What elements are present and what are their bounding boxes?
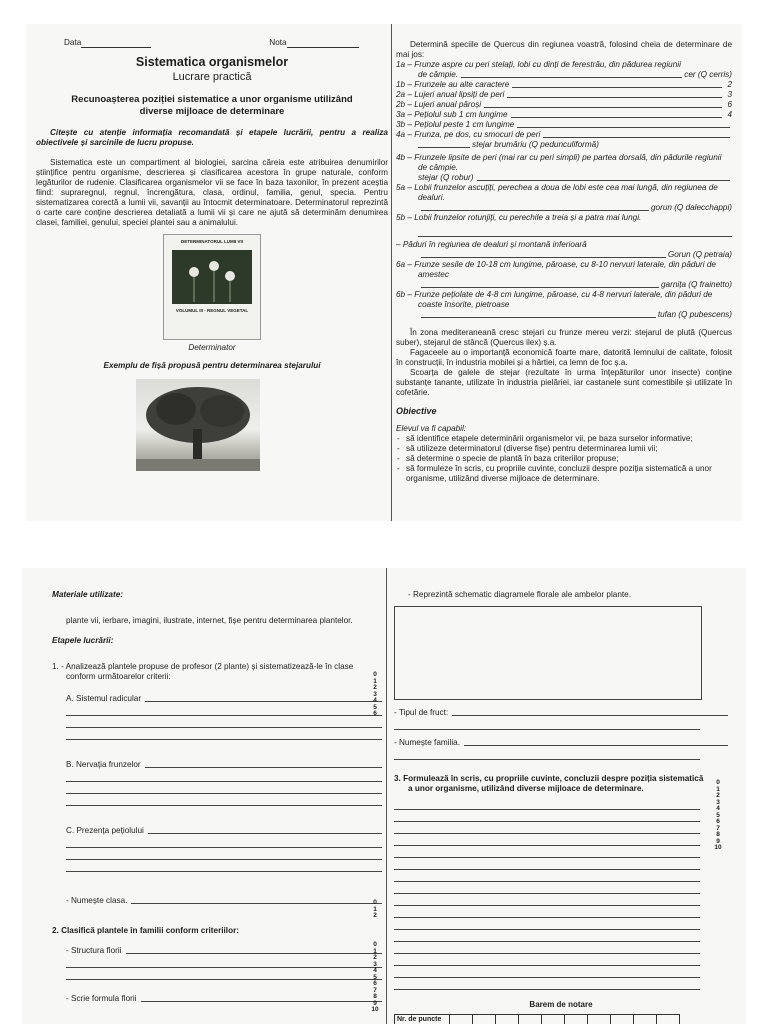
- objective-item: - să determine o specie de plantă în baza criteriilor propuse;: [406, 454, 732, 464]
- page-subtitle: Lucrare practică: [172, 71, 252, 83]
- score-scale-class: [371, 900, 379, 920]
- flower-structure-field[interactable]: [126, 953, 382, 954]
- score-value: 8: [716, 831, 720, 838]
- key-4b-end: stejar (Q robur): [418, 173, 474, 182]
- key-5a-end-row: [396, 203, 732, 213]
- materials-title: Materiale utilizate:: [52, 590, 123, 599]
- score-value: 0: [373, 671, 377, 678]
- score-value: 2: [373, 912, 377, 919]
- family-label: - Numește familia.: [394, 738, 460, 747]
- score-value: 4: [373, 967, 377, 974]
- answer-line[interactable]: [66, 956, 382, 968]
- score-value: 6: [373, 710, 377, 717]
- key-3a: 3a – Pețiolul sub 1 cm lungime: [396, 110, 508, 119]
- answer-line[interactable]: [394, 870, 700, 882]
- key-1a: 1a – Frunze aspre cu peri stelați, lobi cu dinți de ferestrău, din pădurea regiunii: [396, 60, 681, 69]
- family-row: [394, 738, 728, 748]
- score-value: 1: [716, 785, 720, 793]
- key-padure-end-line: [421, 257, 666, 258]
- mediterranean-paragraph: În zona mediteraneană cresc stejari cu frunze mereu verzi: stejarul de plută (Quercus suber), stejarul de stâncă (Quercus ilex) ș.a.: [396, 328, 732, 347]
- grading-table-row: [395, 1015, 680, 1024]
- nota-label: Nota: [269, 38, 287, 47]
- worksheet-page-1: [26, 24, 742, 521]
- answer-line[interactable]: [394, 718, 700, 730]
- score-value: 7: [716, 824, 720, 832]
- class-row: [66, 896, 382, 906]
- score-value: 0: [373, 941, 377, 948]
- key-6a-end-row: [396, 280, 732, 290]
- floral-diagram-box[interactable]: [394, 606, 702, 700]
- answer-line[interactable]: [394, 966, 700, 978]
- task-3: 3. Formulează în scris, cu propriile cuvinte, concluzii despre poziția sistematică a unor organisme, utilizând diverse mijloace de determinare.: [394, 774, 704, 793]
- materials-text: plante vii, ierbare, imagini, ilustrate, internet, fișe pentru determinarea plantelor.: [66, 616, 353, 625]
- score-value: 1: [373, 905, 377, 913]
- nota-field[interactable]: [287, 38, 359, 48]
- grading-cell[interactable]: [565, 1015, 588, 1024]
- fruit-type-row: [394, 708, 728, 718]
- answer-line[interactable]: [394, 798, 700, 810]
- answer-line[interactable]: [66, 704, 382, 716]
- key-5a: 5a – Lobii frunzelor ascuțiți, perechea a doua de lobi este cea mai lungă, din regiunea de dealuri.: [396, 183, 718, 202]
- key-1b-line: [512, 87, 722, 88]
- score-value: 10: [714, 844, 722, 851]
- task-1: 1. - Analizează plantele propuse de profesor (2 plante) și sistematizează-le în clase conform următoarelor criterii:: [52, 662, 354, 681]
- family-field[interactable]: [464, 745, 728, 746]
- page1-left-column: [36, 24, 388, 521]
- key-2b-line: [484, 107, 722, 108]
- key-2a: 2a – Lujeri anual lipsiți de peri: [396, 90, 505, 99]
- answer-line[interactable]: [66, 968, 382, 980]
- section-heading: Recunoașterea poziției sistematice a unor organisme utilizând diverse mijloace de determinare: [71, 94, 353, 117]
- answer-line[interactable]: [66, 794, 382, 806]
- key-1a-line: [461, 77, 682, 78]
- objectives-list: [396, 434, 732, 484]
- key-5b-line: [418, 225, 732, 237]
- score-value: 0: [716, 779, 720, 786]
- header-row: [36, 38, 388, 48]
- key-4a-end-row: [396, 140, 732, 150]
- answer-line[interactable]: [394, 978, 700, 990]
- score-value: 6: [373, 980, 377, 987]
- objectives-intro: Elevul va fi capabil:: [396, 424, 467, 433]
- page-fold: [391, 24, 392, 521]
- key-3a-row: [396, 110, 732, 120]
- grading-cell[interactable]: [588, 1015, 611, 1024]
- score-value: 9: [373, 999, 377, 1007]
- page2-left-column: [52, 568, 382, 1024]
- key-2a-row: [396, 90, 732, 100]
- grading-cell[interactable]: [450, 1015, 473, 1024]
- key-4a-row: [396, 130, 732, 140]
- answer-line[interactable]: [394, 918, 700, 930]
- root-system-row: [66, 690, 382, 704]
- score-value: 8: [373, 993, 377, 1000]
- score-value: 2: [716, 792, 720, 799]
- root-system-label: A. Sistemul radicular: [66, 694, 142, 703]
- key-2a-line: [507, 97, 722, 98]
- score-scale-task2: [371, 942, 379, 1014]
- score-value: 10: [371, 1006, 379, 1013]
- page-fold: [386, 568, 387, 1024]
- key-6b-end: tufan (Q pubescens): [657, 310, 732, 319]
- score-value: 4: [373, 697, 377, 704]
- class-label: - Numește clasa.: [66, 896, 128, 905]
- score-value: 1: [373, 677, 377, 685]
- oak-tree-illustration: [136, 379, 260, 471]
- key-5b: 5b – Lobii frunzelor rotunjiți, cu perechile a treia și a patra mai lungi.: [396, 213, 642, 222]
- score-value: 6: [716, 818, 720, 825]
- economic-paragraph: Fagaceele au o importanță economică foarte mare, datorită lemnului de calitate, folosit în construcții, în industria mobilei și a hârtiei, ca lemn de foc ș.a.: [396, 348, 732, 367]
- class-field[interactable]: [131, 903, 382, 904]
- key-3a-line: [511, 117, 722, 118]
- answer-line[interactable]: [66, 782, 382, 794]
- grading-cell[interactable]: [496, 1015, 519, 1024]
- book-cover-image: [172, 250, 252, 304]
- grading-row-label: Nr. de puncte: [395, 1015, 450, 1024]
- score-value: 3: [373, 960, 377, 968]
- answer-line[interactable]: [394, 858, 700, 870]
- score-value: 4: [716, 805, 720, 812]
- answer-line[interactable]: [394, 846, 700, 858]
- key-4b-end-row: [396, 173, 732, 183]
- key-3b-row: [396, 120, 732, 130]
- book-volume: VOLUMUL III - REGNUL VEGETAL: [175, 308, 249, 313]
- key-6a-end: garnița (Q frainetto): [661, 280, 732, 289]
- diagram-instruction: - Reprezintă schematic diagramele florale ale ambelor plante.: [408, 590, 631, 599]
- tannin-paragraph: Scoarța de galele de stejar (rezultate în urma înțepăturilor unor insecte) conține substanțe tanante, utilizate în industria pielăriei, iar castanele sunt comestibile și utilizate în cofetărie.: [396, 368, 732, 397]
- steps-title: Etapele lucrării:: [52, 636, 114, 645]
- score-value: 2: [373, 684, 377, 691]
- key-5a-end: gorun (Q dalecchappi): [650, 203, 732, 212]
- key-6b: 6b – Frunze pețiolate de 4-8 cm lungime, păroase, cu 4-8 nervuri laterale, din păduri de coaste însorite, pietroase: [396, 290, 713, 309]
- answer-line[interactable]: [394, 834, 700, 846]
- key-padure-end: Gorun (Q petraia): [667, 250, 732, 259]
- petiole-field[interactable]: [148, 833, 382, 834]
- key-4b: 4b – Frunzele lipsite de peri (mai rar cu peri simpli) pe partea dorsală, din pădurile regiunii de câmpie.: [396, 153, 722, 172]
- answer-line[interactable]: [66, 728, 382, 740]
- flower-formula-field[interactable]: [141, 1001, 382, 1002]
- example-caption: Exemplu de fișă propusă pentru determinarea stejarului: [103, 361, 321, 370]
- key-5a-end-line: [421, 210, 649, 211]
- answer-line[interactable]: [394, 822, 700, 834]
- book-title: DETERMINATORUL LUMII VII: [180, 239, 243, 244]
- score-value: 3: [716, 798, 720, 806]
- answer-line[interactable]: [394, 810, 700, 822]
- oak-tree-photo: [136, 379, 260, 471]
- root-system-field[interactable]: [145, 701, 382, 702]
- page1-right-column: [396, 24, 732, 521]
- determinator-book-cover: [163, 234, 261, 340]
- flower-formula-row: [66, 994, 382, 1004]
- answer-line[interactable]: [394, 894, 700, 906]
- score-value: 5: [373, 973, 377, 981]
- key-1b: 1b – Frunzele au alte caractere: [396, 80, 510, 89]
- leaf-venation-row: [66, 760, 382, 770]
- instruction-text: Citește cu atenție informația recomandată și etapele lucrării, pentru a realiza obiectivele și sarcinile de lucru propuse.: [36, 128, 388, 147]
- score-value: 3: [373, 690, 377, 698]
- objective-item: - să formuleze în scris, cu propriile cuvinte, concluzii despre poziția sistematică a unor organisme, utilizând diverse mijloace de determinare.: [406, 464, 732, 484]
- objective-item: - să identifice etapele determinării organismelor vii, pe baza surselor informative;: [406, 434, 732, 444]
- fruit-type-field[interactable]: [452, 715, 728, 716]
- answer-line[interactable]: [66, 848, 382, 860]
- score-value: 7: [373, 986, 377, 994]
- answer-line[interactable]: [66, 716, 382, 728]
- key-1a-end: cer (Q cerris): [684, 70, 732, 79]
- key-2a-num: 3: [727, 90, 732, 99]
- key-1b-num: 2: [727, 80, 732, 89]
- key-1b-row: [396, 80, 732, 90]
- key-1a-row: [396, 70, 732, 80]
- key-4a-end-line: [418, 147, 470, 148]
- key-3a-num: 4: [727, 110, 732, 119]
- score-value: 5: [373, 703, 377, 711]
- key-2b: 2b – Lujeri anual păroși: [396, 100, 482, 109]
- score-value: 9: [716, 837, 720, 845]
- fruit-type-label: - Tipul de fruct:: [394, 708, 449, 717]
- grading-cell[interactable]: [542, 1015, 565, 1024]
- answer-line[interactable]: [66, 836, 382, 848]
- grading-table: [394, 1014, 680, 1024]
- key-intro: Determină speciile de Quercus din regiunea voastră, folosind cheia de determinare de mai jos:: [396, 40, 732, 59]
- answer-line[interactable]: [394, 954, 700, 966]
- grading-cell[interactable]: [657, 1015, 680, 1024]
- petiole-row: [66, 826, 382, 836]
- score-value: 2: [373, 954, 377, 961]
- petiole-label: C. Prezența pețiolului: [66, 826, 144, 835]
- key-1a-cont: de câmpie.: [418, 70, 459, 79]
- grading-cell[interactable]: [611, 1015, 634, 1024]
- key-6b-end-row: [396, 310, 732, 320]
- key-4a: 4a – Frunza, pe dos, cu smocuri de peri: [396, 130, 541, 139]
- key-6a-end-line: [421, 287, 659, 288]
- objectives-title: Obiective: [396, 406, 437, 416]
- score-scale-task3: [714, 780, 722, 852]
- score-value: 5: [716, 811, 720, 819]
- flower-structure-row: [66, 946, 382, 956]
- key-6a: 6a – Frunze sesile de 10-18 cm lungime, păroase, cu 8-10 nervuri laterale, din păduri de amestec: [396, 260, 716, 279]
- data-field[interactable]: [81, 38, 151, 48]
- answer-line[interactable]: [394, 906, 700, 918]
- key-4a-line: [543, 137, 730, 138]
- key-4a-end: stejar brumăriu (Q pedunculiformă): [472, 140, 599, 149]
- page2-right-column: [394, 568, 728, 1024]
- determinator-caption: Determinator: [188, 343, 236, 352]
- worksheet-page-2: [22, 568, 746, 1024]
- conclusion-lines: [394, 798, 700, 990]
- task-2: 2. Clasifică plantele în familii conform criteriilor:: [52, 926, 239, 935]
- answer-line[interactable]: [66, 770, 382, 782]
- flower-structure-label: - Structura florii: [66, 946, 122, 955]
- answer-line[interactable]: [394, 930, 700, 942]
- key-padure: – Păduri în regiunea de dealuri și montană inferioară: [396, 240, 587, 249]
- score-value: 1: [373, 947, 377, 955]
- answer-line[interactable]: [394, 942, 700, 954]
- leaf-venation-field[interactable]: [145, 767, 382, 768]
- edelweiss-illustration: [172, 250, 252, 304]
- flower-formula-label: - Scrie formula florii: [66, 994, 137, 1003]
- key-4b-end-line: [477, 180, 730, 181]
- answer-line[interactable]: [394, 748, 700, 760]
- leaf-venation-label: B. Nervația frunzelor: [66, 760, 141, 769]
- key-6b-end-line: [421, 317, 656, 318]
- key-2b-num: 6: [727, 100, 732, 109]
- answer-line[interactable]: [394, 882, 700, 894]
- key-3b: 3b – Pețiolul peste 1 cm lungime: [396, 120, 515, 129]
- grading-cell[interactable]: [519, 1015, 542, 1024]
- grading-cell[interactable]: [473, 1015, 496, 1024]
- data-label: Data: [64, 38, 82, 47]
- page-title: Sistematica organismelor: [135, 55, 289, 69]
- barem-title: Barem de notare: [529, 1000, 593, 1009]
- key-3b-line: [517, 127, 730, 128]
- answer-line[interactable]: [66, 860, 382, 872]
- objective-item: - să utilizeze determinatorul (diverse fișe) pentru determinarea lumii vii;: [406, 444, 732, 454]
- key-2b-row: [396, 100, 732, 110]
- grading-cell[interactable]: [634, 1015, 657, 1024]
- intro-paragraph: Sistematica este un compartiment al biologiei, sarcina căreia este atribuirea denumirilor științifice pentru organisme, descrierea și clasificarea acestora în grupe naturale, conform legăturilor de rudenie. Clasificarea organismelor vii se face în baza taxonilor, în prezent aceștia fiind: supraregnul, regnul, încrengătura, clasa, ordinul, familia, genul, specia. Pentru sistematizarea corectă a lumii vii, savanții au întocmit determinatoare. Determinatorul reprezintă o carte care conține descrierea detaliată a lumii vii și care ne ajută să determinăm denumirea clasei, familiei, genului, speciei plantei sau a animalului.: [36, 158, 388, 227]
- score-scale-task1: [371, 672, 379, 718]
- key-padure-end-row: [396, 250, 732, 260]
- score-value: 0: [373, 899, 377, 906]
